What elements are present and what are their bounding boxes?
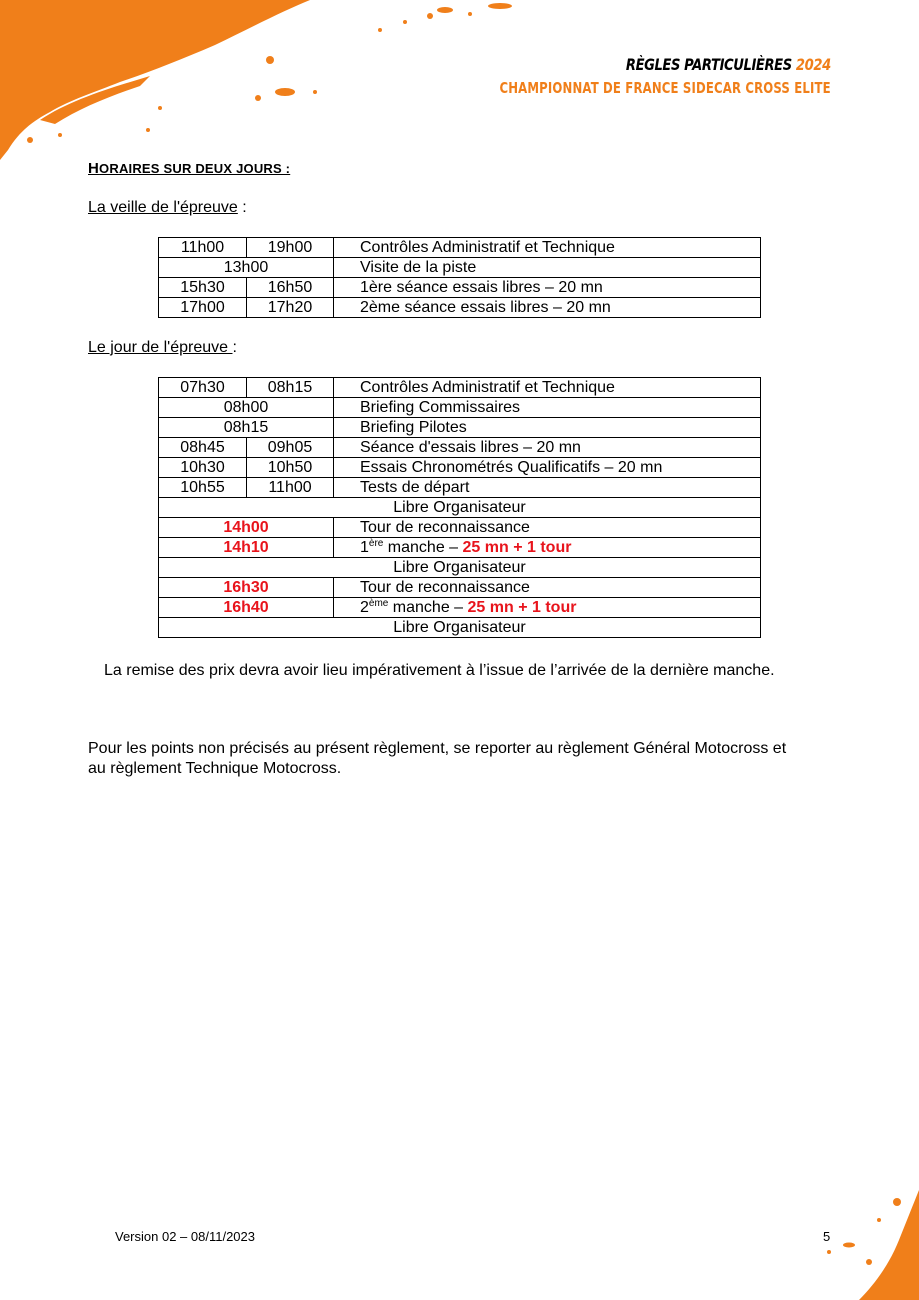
table-row: [159, 458, 761, 478]
table-row: [159, 398, 761, 418]
race-duration: 25 mn + 1 tour: [462, 539, 572, 556]
race-number: 2: [360, 599, 369, 616]
jour-schedule-table: [158, 377, 761, 638]
table-row: [159, 558, 761, 578]
veille-heading-suffix: :: [237, 199, 247, 216]
start-time: 17h00: [159, 298, 247, 318]
table-row: [159, 478, 761, 498]
jour-heading-suffix: :: [232, 339, 237, 356]
time: 08h15: [159, 418, 334, 438]
free-slot: Libre Organisateur: [159, 618, 761, 638]
end-time: 09h05: [247, 438, 334, 458]
header-subtitle: CHAMPIONNAT DE FRANCE SIDECAR CROSS ELITE: [499, 79, 831, 97]
activity: Tour de reconnaissance: [334, 518, 761, 538]
time: 08h00: [159, 398, 334, 418]
activity: Tests de départ: [334, 478, 761, 498]
table-row: [159, 298, 761, 318]
table-row: [159, 598, 761, 618]
table-row: [159, 578, 761, 598]
table-row: [159, 498, 761, 518]
page-number: 5: [823, 1229, 831, 1244]
end-time: 19h00: [247, 238, 334, 258]
end-time: 10h50: [247, 458, 334, 478]
table-row: [159, 418, 761, 438]
end-time: 16h50: [247, 278, 334, 298]
activity: Contrôles Administratif et Technique: [334, 238, 761, 258]
table-row: [159, 258, 761, 278]
activity: Briefing Commissaires: [334, 398, 761, 418]
activity: 2ème séance essais libres – 20 mn: [334, 298, 761, 318]
veille-heading: [88, 199, 247, 217]
end-time: 11h00: [247, 478, 334, 498]
ordinal-suffix: ère: [368, 538, 384, 549]
end-time: 08h15: [247, 378, 334, 398]
veille-heading-text: La veille de l'épreuve: [88, 199, 238, 216]
activity: [334, 538, 761, 558]
header-title: [483, 54, 831, 76]
points-line-1: Pour les points non précisés au présent règlement, se reporter au règlement Général Motocross et: [88, 740, 787, 757]
end-time: 17h20: [247, 298, 334, 318]
table-row: [159, 438, 761, 458]
footer-version: Version 02 – 08/11/2023: [115, 1229, 255, 1244]
header-title-text: RÈGLES PARTICULIÈRES: [626, 55, 792, 74]
orange-brush-decoration-bottom: [749, 1190, 919, 1300]
table-row: [159, 538, 761, 558]
time: 16h40: [159, 598, 334, 618]
jour-heading-text: Le jour de l'épreuve: [88, 339, 233, 356]
veille-schedule-table: [158, 237, 761, 318]
time: 14h10: [159, 538, 334, 558]
free-slot: Libre Organisateur: [159, 498, 761, 518]
start-time: 10h55: [159, 478, 247, 498]
time: 16h30: [159, 578, 334, 598]
activity: Contrôles Administratif et Technique: [334, 378, 761, 398]
header-title-year: 2024: [796, 55, 831, 74]
points-paragraph: [88, 739, 786, 779]
table-row: [159, 618, 761, 638]
activity: Essais Chronométrés Qualificatifs – 20 mn: [334, 458, 761, 478]
race-number: 1: [360, 539, 369, 556]
ordinal-suffix: ème: [368, 598, 389, 609]
activity: Visite de la piste: [334, 258, 761, 278]
activity: Briefing Pilotes: [334, 418, 761, 438]
activity: 1ère séance essais libres – 20 mn: [334, 278, 761, 298]
activity-text: manche –: [383, 539, 463, 556]
page-header: [406, 54, 831, 100]
activity: Tour de reconnaissance: [334, 578, 761, 598]
table-row: [159, 378, 761, 398]
section-title-initial: H: [88, 160, 100, 177]
free-slot: Libre Organisateur: [159, 558, 761, 578]
start-time: 08h45: [159, 438, 247, 458]
table-row: [159, 278, 761, 298]
points-line-2: au règlement Technique Motocross.: [88, 760, 342, 777]
activity-text: manche –: [388, 599, 468, 616]
time: 13h00: [159, 258, 334, 278]
activity: Séance d'essais libres – 20 mn: [334, 438, 761, 458]
start-time: 10h30: [159, 458, 247, 478]
race-duration: 25 mn + 1 tour: [467, 599, 577, 616]
table-row: [159, 238, 761, 258]
activity: [334, 598, 761, 618]
time: 14h00: [159, 518, 334, 538]
table-row: [159, 518, 761, 538]
jour-heading: [88, 339, 237, 357]
start-time: 11h00: [159, 238, 247, 258]
start-time: 15h30: [159, 278, 247, 298]
remise-paragraph: La remise des prix devra avoir lieu impérativement à l’issue de l’arrivée de la dernière manche.: [104, 662, 775, 679]
start-time: 07h30: [159, 378, 247, 398]
section-title: [88, 160, 290, 177]
section-title-rest: ORAIRES SUR DEUX JOURS :: [99, 161, 291, 176]
